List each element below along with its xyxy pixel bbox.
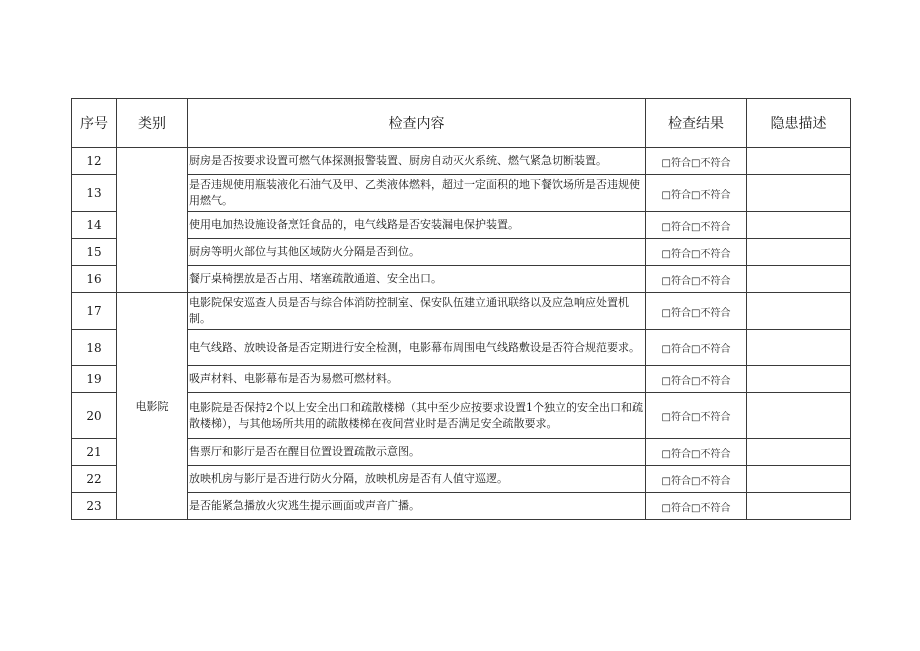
- table-row: [72, 366, 851, 393]
- table-row: [72, 493, 851, 520]
- row-index: 12: [72, 148, 117, 175]
- header-result: 检查结果: [646, 99, 747, 148]
- table-row: [72, 239, 851, 266]
- row-content: 电气线路、放映设备是否定期进行安全检测，电影幕布周围电气线路敷设是否符合规范要求。: [188, 330, 646, 366]
- table-row: [72, 175, 851, 212]
- description-cell[interactable]: [747, 239, 851, 266]
- result-cell[interactable]: □符合□不符合: [646, 239, 747, 266]
- category-cell: 电影院: [117, 293, 188, 520]
- description-cell[interactable]: [747, 266, 851, 293]
- description-cell[interactable]: [747, 330, 851, 366]
- row-index: 13: [72, 175, 117, 212]
- description-cell[interactable]: [747, 493, 851, 520]
- row-content: 吸声材料、电影幕布是否为易燃可燃材料。: [188, 366, 646, 393]
- result-cell[interactable]: □符合□不符合: [646, 330, 747, 366]
- result-cell[interactable]: □符合□不符合: [646, 175, 747, 212]
- description-cell[interactable]: [747, 175, 851, 212]
- result-cell[interactable]: □符合□不符合: [646, 393, 747, 439]
- row-content: 是否能紧急播放火灾逃生提示画面或声音广播。: [188, 493, 646, 520]
- description-cell[interactable]: [747, 439, 851, 466]
- row-index: 14: [72, 212, 117, 239]
- category-cell: [117, 148, 188, 293]
- header-content: 检查内容: [188, 99, 646, 148]
- description-cell[interactable]: [747, 466, 851, 493]
- table-row: [72, 212, 851, 239]
- result-cell[interactable]: □符合□不符合: [646, 439, 747, 466]
- row-content: 放映机房与影厅是否进行防火分隔，放映机房是否有人值守巡逻。: [188, 466, 646, 493]
- row-content: 厨房等明火部位与其他区域防火分隔是否到位。: [188, 239, 646, 266]
- table-row: [72, 393, 851, 439]
- table-row: [72, 439, 851, 466]
- description-cell[interactable]: [747, 148, 851, 175]
- result-cell[interactable]: □符合□不符合: [646, 366, 747, 393]
- result-cell[interactable]: □符合□不符合: [646, 293, 747, 330]
- row-content: 售票厅和影厅是否在醒目位置设置疏散示意图。: [188, 439, 646, 466]
- inspection-table: [71, 98, 851, 520]
- table-row: [72, 148, 851, 175]
- description-cell[interactable]: [747, 366, 851, 393]
- table-row: [72, 330, 851, 366]
- result-cell[interactable]: □符合□不符合: [646, 493, 747, 520]
- table-row: [72, 466, 851, 493]
- header-description: 隐患描述: [747, 99, 851, 148]
- row-index: 20: [72, 393, 117, 439]
- result-cell[interactable]: □符合□不符合: [646, 212, 747, 239]
- row-index: 22: [72, 466, 117, 493]
- header-index: 序号: [72, 99, 117, 148]
- result-cell[interactable]: □符合□不符合: [646, 148, 747, 175]
- row-content: 电影院保安巡查人员是否与综合体消防控制室、保安队伍建立通讯联络以及应急响应处置机制。: [188, 293, 646, 330]
- row-index: 23: [72, 493, 117, 520]
- result-cell[interactable]: □符合□不符合: [646, 466, 747, 493]
- row-index: 21: [72, 439, 117, 466]
- table-row: [72, 266, 851, 293]
- row-index: 15: [72, 239, 117, 266]
- row-content: 餐厅桌椅摆放是否占用、堵塞疏散通道、安全出口。: [188, 266, 646, 293]
- row-content: 电影院是否保持2个以上安全出口和疏散楼梯（其中至少应按要求设置1个独立的安全出口和疏散楼梯），与其他场所共用的疏散楼梯在夜间营业时是否满足安全疏散要求。: [188, 393, 646, 439]
- row-index: 16: [72, 266, 117, 293]
- description-cell[interactable]: [747, 393, 851, 439]
- row-index: 17: [72, 293, 117, 330]
- result-cell[interactable]: □符合□不符合: [646, 266, 747, 293]
- row-content: 是否违规使用瓶装液化石油气及甲、乙类液体燃料，超过一定面积的地下餐饮场所是否违规使用燃气。: [188, 175, 646, 212]
- table-row: [72, 293, 851, 330]
- table-header-row: [72, 99, 851, 148]
- row-content: 厨房是否按要求设置可燃气体探测报警装置、厨房自动灭火系统、燃气紧急切断装置。: [188, 148, 646, 175]
- row-index: 19: [72, 366, 117, 393]
- description-cell[interactable]: [747, 212, 851, 239]
- header-category: 类别: [117, 99, 188, 148]
- row-index: 18: [72, 330, 117, 366]
- description-cell[interactable]: [747, 293, 851, 330]
- row-content: 使用电加热设施设备烹饪食品的，电气线路是否安装漏电保护装置。: [188, 212, 646, 239]
